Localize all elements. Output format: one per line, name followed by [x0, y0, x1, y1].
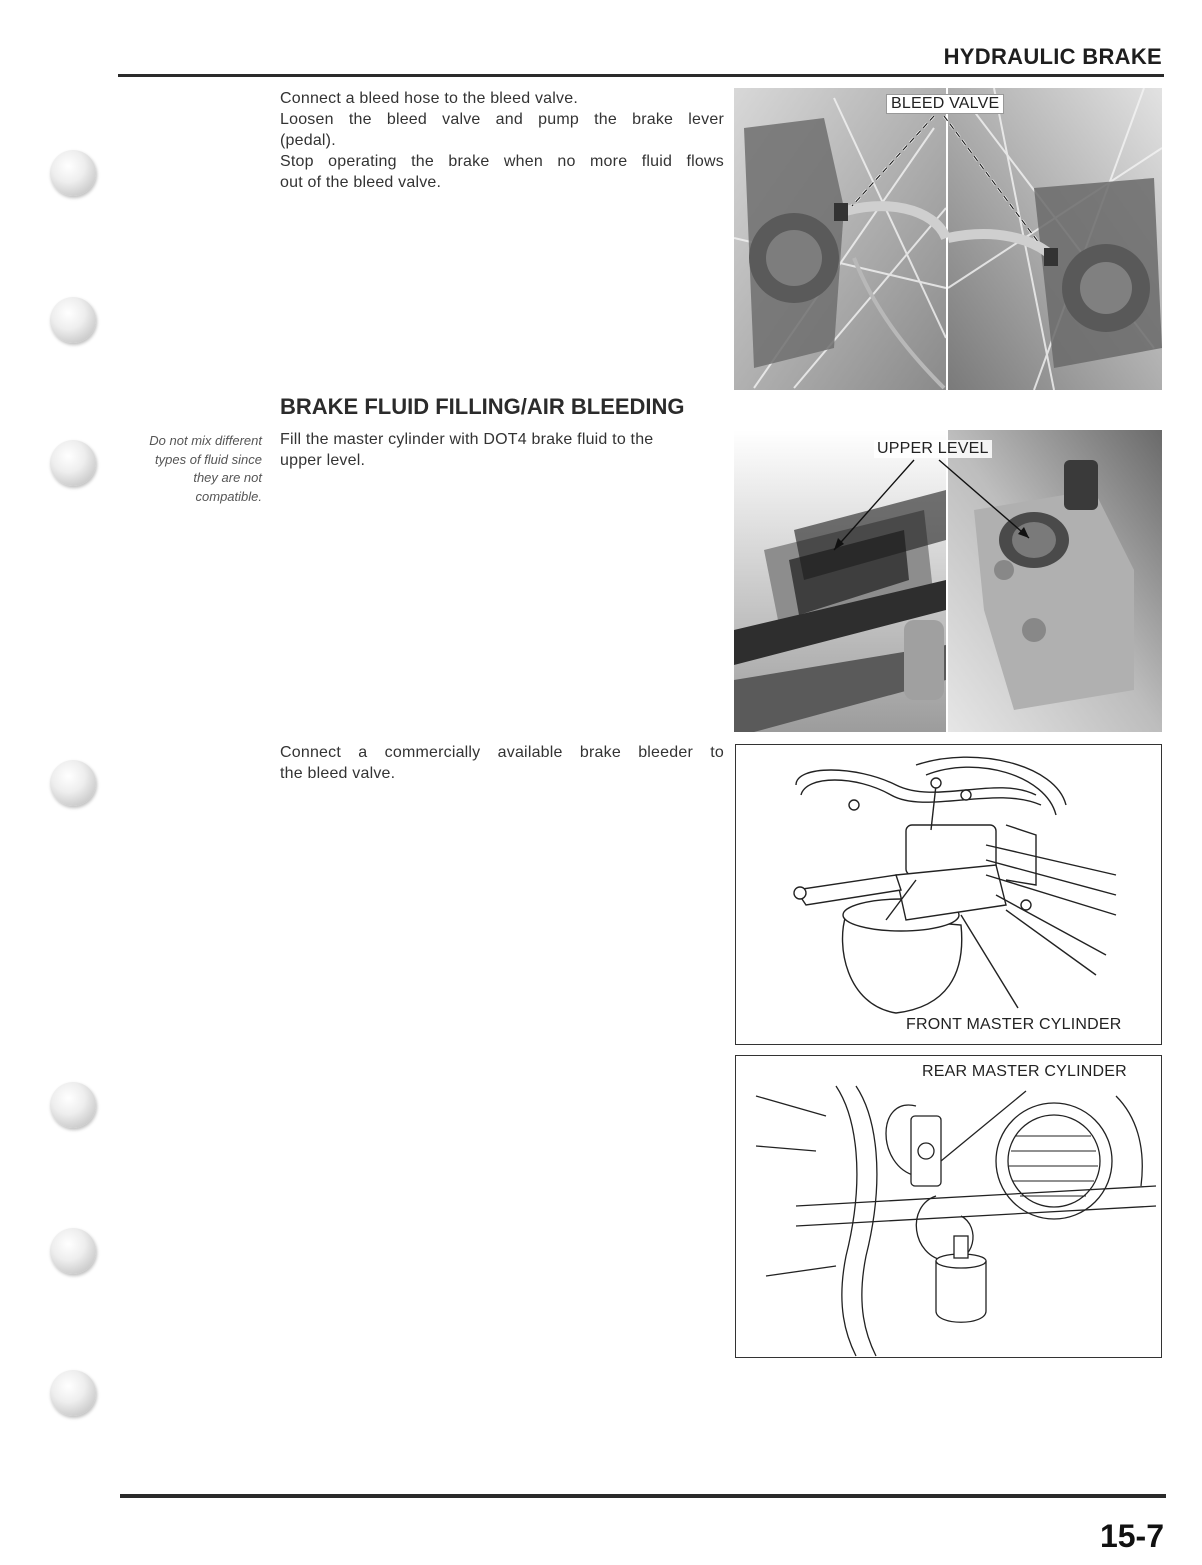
bleed-valve-illustration — [734, 88, 1162, 390]
step-fill-fluid-text — [280, 429, 724, 471]
rear-master-cylinder-drawing — [736, 1056, 1161, 1357]
footer-rule — [120, 1494, 1166, 1498]
binder-hole — [50, 1370, 96, 1416]
text-line: (pedal). — [280, 132, 336, 149]
binder-hole — [50, 440, 96, 486]
binder-hole — [50, 150, 96, 196]
step-bleed-hose-text — [280, 88, 724, 193]
text-line: upper level. — [280, 452, 366, 469]
rear-master-cylinder-label: REAR MASTER CYLINDER — [922, 1063, 1127, 1080]
section-heading: BRAKE FLUID FILLING/AIR BLEEDING — [280, 394, 685, 419]
front-master-cylinder-label: FRONT MASTER CYLINDER — [906, 1016, 1122, 1033]
text-line: Loosen the bleed valve and pump the brake lever — [280, 111, 724, 128]
bleed-valve-photo — [734, 88, 1162, 390]
upper-level-photo — [734, 430, 1162, 732]
text-line: Fill the master cylinder with DOT4 brake fluid to the — [280, 431, 654, 448]
step-connect-bleeder-text — [280, 742, 724, 784]
binder-hole — [50, 297, 96, 343]
note-line: Do not mix different — [149, 433, 262, 448]
upper-level-label: UPPER LEVEL — [874, 440, 992, 458]
section-title: HYDRAULIC BRAKE — [943, 44, 1162, 69]
text-line: out of the bleed valve. — [280, 174, 442, 191]
front-master-cylinder-drawing — [736, 745, 1161, 1044]
text-line: the bleed valve. — [280, 765, 396, 782]
header-rule — [118, 74, 1164, 77]
caution-note — [100, 432, 262, 506]
binder-hole — [50, 1228, 96, 1274]
note-line: they are not — [193, 470, 262, 485]
text-line: Connect a commercially available brake bleeder to — [280, 744, 724, 761]
binder-hole — [50, 760, 96, 806]
upper-level-illustration — [734, 430, 1162, 732]
note-line: compatible. — [195, 488, 262, 504]
rear-master-cylinder-figure — [735, 1055, 1162, 1358]
note-line: types of fluid since — [155, 451, 262, 467]
binder-hole — [50, 1082, 96, 1128]
front-master-cylinder-figure — [735, 744, 1162, 1045]
bleed-valve-label: BLEED VALVE — [886, 94, 1004, 114]
text-line: Stop operating the brake when no more fluid flows — [280, 153, 724, 170]
text-line: Connect a bleed hose to the bleed valve. — [280, 90, 578, 107]
page-number: 15-7 — [1099, 1518, 1164, 1554]
